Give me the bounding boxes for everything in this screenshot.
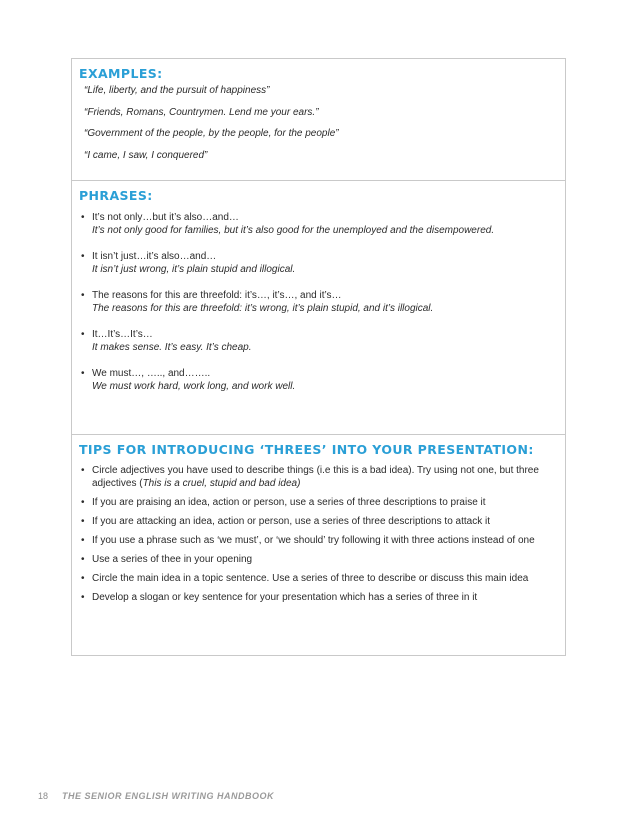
tip-item — [79, 497, 549, 510]
tips-box — [71, 434, 566, 656]
bullet-icon: • — [81, 329, 85, 340]
phrase-pattern: We must…, ….., and…….. — [92, 368, 211, 379]
tip-text: If you are attacking an idea, action or person, use a series of three descriptions to attack it — [92, 515, 490, 527]
bullet-icon: • — [81, 591, 85, 603]
phrase-item — [79, 328, 549, 354]
phrase-pattern: It…It’s…It’s… — [92, 329, 153, 340]
page-number: 18 — [38, 791, 49, 801]
tip-text: Circle the main idea in a topic sentence. Use a series of three to describe or discuss this main idea — [92, 572, 529, 584]
handbook-title: THE SENIOR ENGLISH WRITING HANDBOOK — [62, 791, 275, 801]
bullet-icon: • — [81, 465, 85, 476]
tips-heading: TIPS FOR INTRODUCING ‘THREES’ INTO YOUR PRESENTATION: — [79, 442, 534, 457]
tip-italic-example: This is a cruel, stupid and bad idea) — [142, 477, 301, 489]
tip-text: If you use a phrase such as ‘we must’, or ‘we should’ try following it with three actions instead of one — [92, 534, 535, 546]
phrase-item — [79, 250, 549, 276]
phrase-example: It’s not only good for families, but it’s also good for the unemployed and the disempowered. — [92, 225, 495, 236]
example-item: “Life, liberty, and the pursuit of happiness” — [84, 85, 270, 96]
example-item: “Friends, Romans, Countrymen. Lend me your ears.” — [84, 106, 319, 118]
bullet-icon: • — [81, 534, 85, 546]
examples-heading: EXAMPLES: — [79, 66, 163, 81]
tip-item — [79, 554, 549, 567]
tip-text: If you are praising an idea, action or person, use a series of three descriptions to praise it — [92, 496, 486, 508]
bullet-icon: • — [81, 515, 85, 527]
phrase-pattern: The reasons for this are threefold: it’s…, it’s…, and it’s… — [92, 290, 342, 301]
bullet-icon: • — [81, 553, 85, 565]
bullet-icon: • — [81, 496, 85, 508]
tip-item — [79, 592, 549, 605]
phrase-example: We must work hard, work long, and work well. — [92, 381, 296, 392]
bullet-icon: • — [81, 212, 85, 223]
phrase-item — [79, 289, 549, 315]
tip-item — [79, 535, 549, 548]
phrase-item — [79, 211, 549, 237]
phrases-heading: PHRASES: — [79, 188, 153, 203]
phrase-example: It makes sense. It’s easy. It’s cheap. — [92, 342, 252, 353]
examples-list — [84, 85, 339, 171]
examples-box — [71, 58, 566, 180]
tip-text: Develop a slogan or key sentence for your presentation which has a series of three in it — [92, 591, 478, 603]
phrase-pattern: It’s not only…but it’s also…and… — [92, 212, 239, 223]
example-item: “I came, I saw, I conquered” — [84, 149, 208, 161]
bullet-icon: • — [81, 251, 85, 262]
bullet-icon: • — [81, 572, 85, 584]
phrases-list — [79, 211, 549, 406]
tip-text: Circle adjectives you have used to describe things (i.e this is a bad idea). Try using not one, but three adjectives ( — [92, 465, 539, 489]
tip-item — [79, 516, 549, 529]
phrase-pattern: It isn’t just…it’s also…and… — [92, 251, 217, 262]
phrase-example: It isn’t just wrong, it’s plain stupid and illogical. — [92, 264, 296, 275]
phrase-item — [79, 367, 549, 393]
phrases-box — [71, 180, 566, 434]
example-item: “Government of the people, by the people, for the people” — [84, 128, 339, 139]
bullet-icon: • — [81, 368, 85, 379]
tip-item — [79, 465, 549, 490]
tips-list — [79, 465, 549, 611]
tip-item — [79, 573, 549, 586]
tip-text: Use a series of thee in your opening — [92, 553, 253, 565]
bullet-icon: • — [81, 290, 85, 301]
phrase-example: The reasons for this are threefold: it’s wrong, it’s plain stupid, and it’s illogical. — [92, 303, 434, 314]
page-footer — [38, 791, 274, 801]
